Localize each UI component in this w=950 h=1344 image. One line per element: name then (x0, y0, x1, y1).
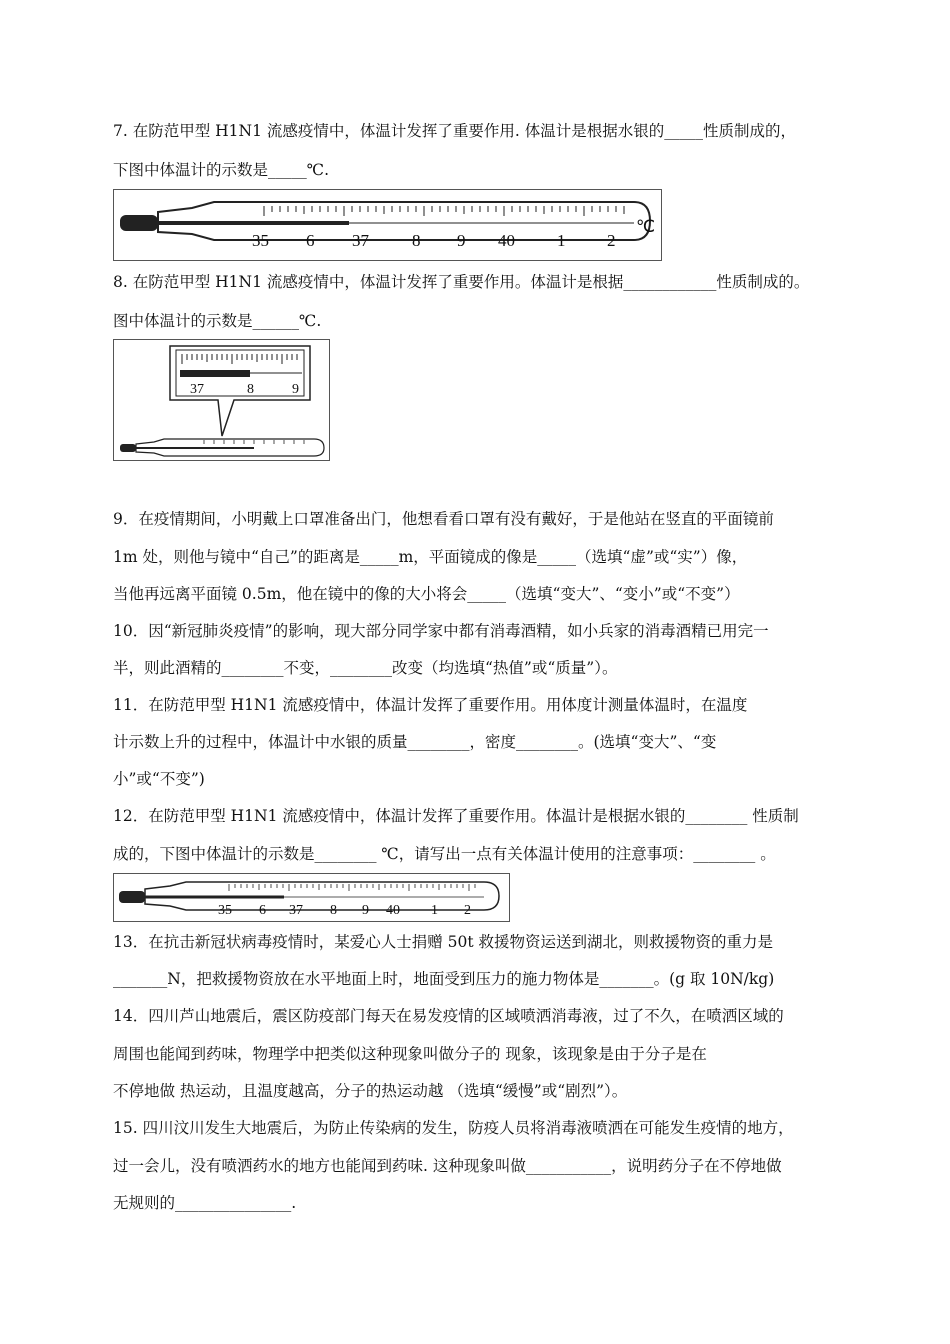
thermo1-unit: ℃ (636, 217, 656, 236)
thermo3-label-4: 9 (362, 903, 369, 918)
q14-line3: 不停地做 热运动，且温度越高，分子的热运动越 （选填“缓慢”或“剧烈”）。 (113, 1082, 628, 1100)
q13-line2: _______N，把救援物资放在水平地面上时，地面受到压力的施力物体是_______。(g 取 10N/kg) (113, 970, 775, 988)
q9-line3: 当他再远离平面镜 0.5m，他在镜中的像的大小将会_____（选填“变大”、“变小”或“不变”） (113, 585, 740, 603)
thermometer-figure-3 (113, 873, 510, 922)
q13-line1: 13．在抗击新冠状病毒疫情时，某爱心人士捐赠 50t 救援物资运送到湖北，则救援物资的重力是 (113, 933, 774, 951)
thermometer-figure-1 (113, 189, 662, 261)
thermometer-icon (114, 190, 661, 260)
thermo1-label-2: 37 (352, 231, 369, 250)
q11-line2: 计示数上升的过程中，体温计中水银的质量________，密度________。(选填“变大”、“变 (113, 733, 717, 751)
q12-line2: 成的，下图中体温计的示数是________ ℃，请写出一点有关体温计使用的注意事项：________ 。 (113, 845, 776, 863)
q9-line1: 9．在疫情期间，小明戴上口罩准备出门，他想看看口罩有没有戴好，于是他站在竖直的平面镜前 (113, 510, 774, 528)
thermo1-label-1: 6 (306, 231, 315, 250)
thermometer-zoom-icon (114, 340, 329, 460)
thermo3-label-3: 8 (330, 903, 337, 918)
q15-line2: 过一会儿，没有喷洒药水的地方也能闻到药味. 这种现象叫做___________，说明药分子在不停地做 (113, 1157, 782, 1175)
q9-line2: 1m 处，则他与镜中“自己”的距离是_____m，平面镜成的像是_____（选填“虚”或“实”）像， (113, 548, 748, 566)
q7-line1: 7. 在防范甲型 H1N1 流感疫情中，体温计发挥了重要作用. 体温计是根据水银的_____性质制成的， (113, 122, 796, 140)
q11-line3: 小”或“不变”) (113, 770, 205, 788)
q10-line2: 半，则此酒精的________不变，________改变（均选填“热值”或“质量”）。 (113, 659, 618, 677)
q8-line1: 8. 在防范甲型 H1N1 流感疫情中，体温计发挥了重要作用。体温计是根据____________性质制成的。 (113, 273, 810, 291)
q12-line1: 12．在防范甲型 H1N1 流感疫情中，体温计发挥了重要作用。体温计是根据水银的________ 性质制 (113, 807, 799, 825)
thermo1-label-0: 35 (252, 231, 269, 250)
thermo1-label-7: 2 (607, 231, 616, 250)
q11-line1: 11．在防范甲型 H1N1 流感疫情中，体温计发挥了重要作用。用体度计测量体温时，在温度 (113, 696, 748, 714)
thermo2-label-2: 9 (292, 382, 299, 397)
thermo2-label-1: 8 (247, 382, 254, 397)
thermo3-label-1: 6 (259, 903, 266, 918)
q14-line1: 14．四川芦山地震后，震区防疫部门每天在易发疫情的区域喷洒消毒液，过了不久，在喷洒区域的 (113, 1007, 784, 1025)
thermometer-icon (114, 874, 509, 921)
thermo3-label-2: 37 (289, 903, 303, 918)
thermo1-label-5: 40 (498, 231, 515, 250)
q15-line1: 15. 四川汶川发生大地震后，为防止传染病的发生，防疫人员将消毒液喷洒在可能发生疫情的地方， (113, 1119, 794, 1137)
thermo2-label-0: 37 (190, 382, 204, 397)
thermo1-label-6: 1 (557, 231, 566, 250)
thermo3-label-5: 40 (386, 903, 400, 918)
q10-line1: 10．因“新冠肺炎疫情”的影响，现大部分同学家中都有消毒酒精，如小兵家的消毒酒精已用完一 (113, 622, 769, 640)
q8-line2: 图中体温计的示数是______℃. (113, 312, 322, 330)
q15-line3: 无规则的_______________. (113, 1194, 297, 1212)
thermometer-figure-2 (113, 339, 330, 461)
thermo1-label-3: 8 (412, 231, 421, 250)
q7-line2: 下图中体温计的示数是_____℃. (113, 161, 330, 179)
thermo3-label-0: 35 (218, 903, 232, 918)
q14-line2: 周围也能闻到药味，物理学中把类似这种现象叫做分子的 现象，该现象是由于分子是在 (113, 1045, 707, 1063)
thermo3-label-7: 2 (464, 903, 471, 918)
thermo1-label-4: 9 (457, 231, 466, 250)
thermo3-label-6: 1 (431, 903, 438, 918)
